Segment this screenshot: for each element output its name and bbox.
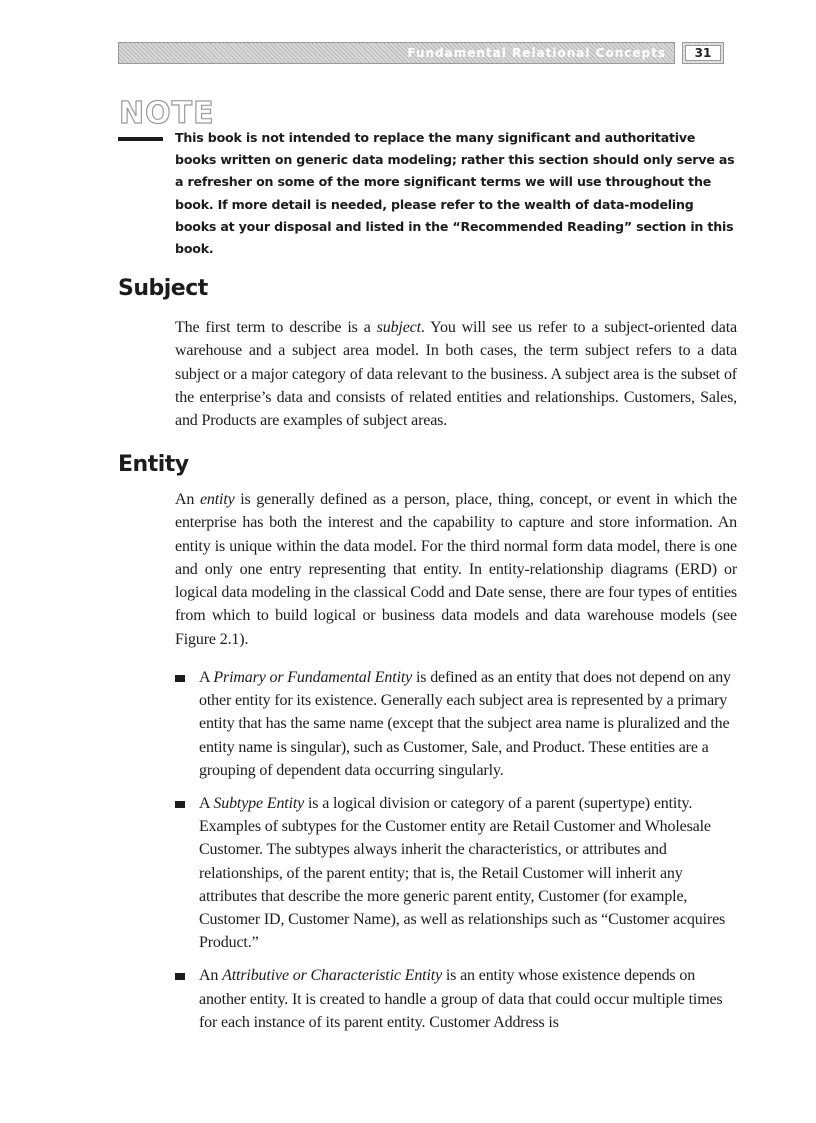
entity-paragraph <box>175 488 737 651</box>
bullet-text-before: A <box>199 669 214 686</box>
subject-paragraph <box>175 316 737 432</box>
bullet-term: Primary or Fundamental Entity <box>213 669 413 686</box>
entity-term: entity <box>199 491 235 508</box>
bullet-term: Attributive or Characteristic Entity <box>222 967 443 985</box>
header-bar <box>118 42 675 64</box>
subject-text-before: The first term to describe is a <box>175 319 377 336</box>
header-title: Fundamental Relational Concepts <box>407 46 666 60</box>
page-number-box <box>682 42 724 64</box>
bullet-text-after: is a logical division or category of a parent (supertype) entity. Examples of subtypes for the Customer entity are Retail Customer and Wholesale Customer. The subtypes always inherit the characteristics, or attributes and relationships, of the parent entity; that is, the Retail Customer will inherit any attributes that describe the more generic parent entity, Customer (for example, Customer ID, Customer Name), as well as relationships such as “Customer acquires Product.” <box>199 795 726 952</box>
bullet-text-before: An <box>199 967 223 985</box>
note-text: This book is not intended to replace the many significant and authoritative books written on generic data modeling; rather this section should only serve as a refresher on some of the more significant terms we will use throughout the book. If more detail is needed, please refer to the wealth of data-modeling books at your disposal and listed in the “Recommended Reading” section in this book. <box>175 130 735 257</box>
note-rule <box>118 137 163 141</box>
bullet-text-after: is defined as an entity that does not depend on any other entity for its existence. Generally each subject area is represented by a primary entity that has the same name (except that the subject area name is pluralized and the entity name is singular), such as Customer, Sale, and Product. These entities are a grouping of dependent data occurring singularly. <box>199 669 731 779</box>
note-label: NOTE <box>119 96 215 131</box>
entity-text-before: An <box>175 491 200 508</box>
entity-heading: Entity <box>118 452 189 477</box>
bullet-text-before: A <box>199 795 214 813</box>
bullet-square <box>175 675 185 682</box>
list-item <box>175 964 737 1034</box>
list-item <box>175 666 737 782</box>
running-header <box>118 42 724 64</box>
subject-text-after: . You will see us refer to a subject-oriented data warehouse and a subject area model. In both cases, the term subject refers to a data subject or a major category of data relevant to the business. A subject area is the subset of the enterprise’s data and consists of related entities and relationships. Customers, Sales, and Products are examples of subject areas. <box>175 319 737 430</box>
subject-term: subject <box>376 319 421 336</box>
entity-types-list <box>175 666 737 1044</box>
list-item <box>175 792 737 954</box>
subject-heading: Subject <box>118 276 208 301</box>
page-number: 31 <box>685 45 721 61</box>
bullet-square <box>175 973 185 980</box>
bullet-text-after: is an entity whose existence depends on another entity. It is created to handle a group of data that could occur multiple times for each instance of its parent entity. Customer Address is <box>199 967 723 1031</box>
entity-text-after: is generally defined as a person, place, thing, concept, or event in which the enterprise has both the interest and the capability to capture and store information. An entity is unique within the data model. For the third normal form data model, there is one and only one entry representing that entity. In entity-relationship diagrams (ERD) or logical data modeling in the classical Codd and Date sense, there are four types of entities from which to build logical or business data models and data warehouse models (see Figure 2.1). <box>175 491 737 648</box>
bullet-term: Subtype Entity <box>213 795 305 813</box>
bullet-square <box>175 801 185 808</box>
